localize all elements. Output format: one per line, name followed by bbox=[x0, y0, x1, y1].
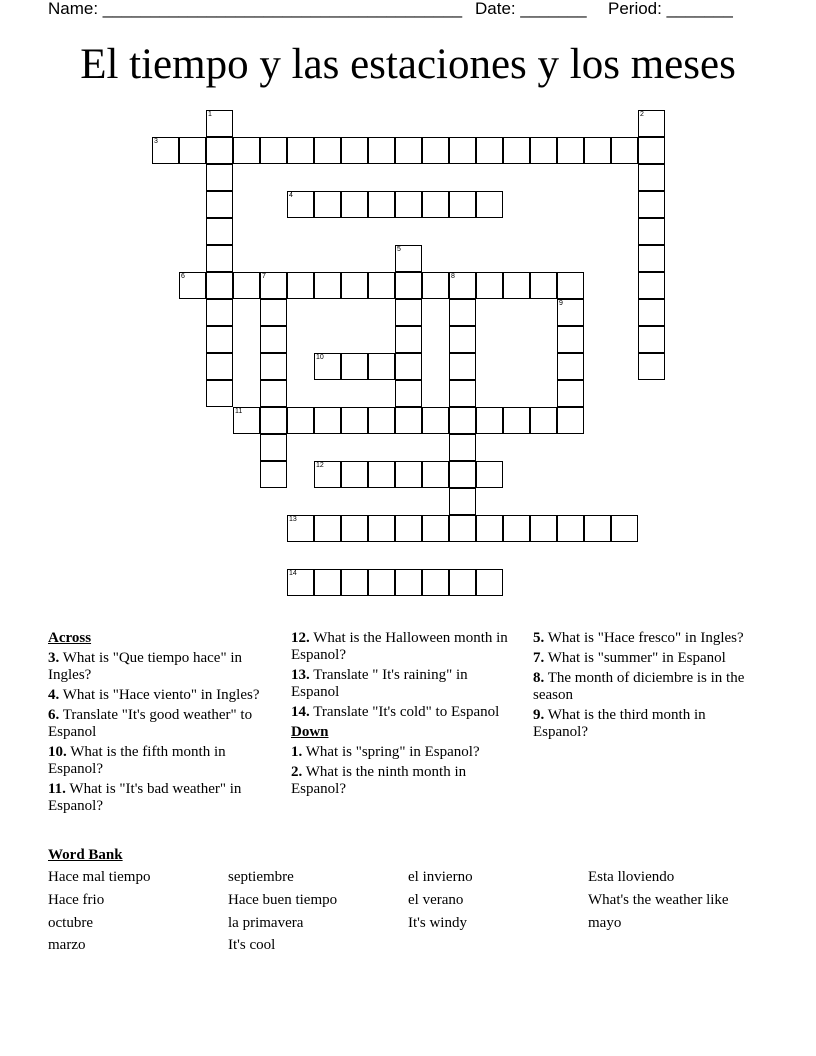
crossword-cell[interactable] bbox=[611, 515, 638, 542]
across-clue bbox=[48, 650, 273, 684]
clue-column-2 bbox=[291, 630, 516, 801]
crossword-cell[interactable] bbox=[395, 299, 422, 326]
crossword-cell[interactable] bbox=[395, 245, 422, 272]
crossword-cell[interactable] bbox=[395, 326, 422, 353]
crossword-cell[interactable] bbox=[260, 461, 287, 488]
down-heading: Down bbox=[291, 724, 329, 740]
crossword-cell[interactable] bbox=[341, 407, 368, 434]
crossword-cell[interactable] bbox=[584, 515, 611, 542]
crossword-cell[interactable] bbox=[503, 515, 530, 542]
across-heading: Across bbox=[48, 630, 92, 646]
crossword-cell[interactable] bbox=[530, 272, 557, 299]
crossword-cell[interactable] bbox=[476, 407, 503, 434]
crossword-cell[interactable] bbox=[449, 326, 476, 353]
date-field-label: Date: _______ bbox=[475, 0, 587, 18]
crossword-cell[interactable] bbox=[476, 461, 503, 488]
clue-text: What is "Hace fresco" in Ingles? bbox=[547, 630, 744, 646]
crossword-cell[interactable] bbox=[638, 110, 665, 137]
cell-number: 6 bbox=[181, 273, 185, 280]
name-field-label: Name: ______________________________________ bbox=[48, 0, 463, 18]
word-bank-word: What's the weather like bbox=[588, 892, 729, 908]
cell-number: 7 bbox=[262, 273, 266, 280]
word-bank-word: octubre bbox=[48, 915, 93, 931]
crossword-cell[interactable] bbox=[638, 245, 665, 272]
crossword-cell[interactable] bbox=[422, 515, 449, 542]
crossword-cell[interactable] bbox=[314, 515, 341, 542]
crossword-cell[interactable] bbox=[503, 137, 530, 164]
down-clue bbox=[533, 707, 758, 741]
clue-text: What is the fifth month in Espanol? bbox=[48, 744, 226, 777]
crossword-cell[interactable] bbox=[476, 569, 503, 596]
cell-number: 8 bbox=[451, 273, 455, 280]
crossword-cell[interactable] bbox=[206, 191, 233, 218]
clue-number: 11. bbox=[48, 781, 66, 797]
crossword-cell[interactable] bbox=[287, 191, 314, 218]
crossword-cell[interactable] bbox=[206, 353, 233, 380]
word-bank-word: Esta lloviendo bbox=[588, 869, 675, 885]
crossword-cell[interactable] bbox=[206, 137, 233, 164]
clue-text: The month of diciembre is in the season bbox=[533, 670, 745, 703]
clue-text: Translate " It's raining" in Espanol bbox=[291, 667, 468, 700]
crossword-cell[interactable] bbox=[287, 272, 314, 299]
cell-number: 3 bbox=[154, 138, 158, 145]
crossword-cell[interactable] bbox=[260, 353, 287, 380]
crossword-cell[interactable] bbox=[341, 272, 368, 299]
crossword-cell[interactable] bbox=[476, 137, 503, 164]
across-clue bbox=[291, 630, 516, 664]
crossword-cell[interactable] bbox=[341, 569, 368, 596]
word-bank-word: la primavera bbox=[228, 915, 304, 931]
crossword-cell[interactable] bbox=[638, 164, 665, 191]
crossword-cell[interactable] bbox=[368, 407, 395, 434]
crossword-cell[interactable] bbox=[557, 380, 584, 407]
clue-number: 2. bbox=[291, 764, 303, 780]
crossword-cell[interactable] bbox=[206, 164, 233, 191]
crossword-cell[interactable] bbox=[638, 191, 665, 218]
word-bank-word: marzo bbox=[48, 937, 86, 953]
crossword-cell[interactable] bbox=[314, 191, 341, 218]
clue-number: 14. bbox=[291, 704, 310, 720]
crossword-cell[interactable] bbox=[260, 434, 287, 461]
clue-number: 13. bbox=[291, 667, 310, 683]
clue-number: 1. bbox=[291, 744, 303, 760]
clue-text: What is the ninth month in Espanol? bbox=[291, 764, 467, 797]
clue-number: 9. bbox=[533, 707, 545, 723]
crossword-cell[interactable] bbox=[449, 407, 476, 434]
crossword-cell[interactable] bbox=[368, 461, 395, 488]
cell-number: 1 bbox=[208, 111, 212, 118]
across-clue bbox=[48, 781, 273, 815]
clue-text: What is "Que tiempo hace" in Ingles? bbox=[48, 650, 243, 683]
word-bank-word: mayo bbox=[588, 915, 622, 931]
down-clue bbox=[291, 744, 516, 761]
crossword-cell[interactable] bbox=[260, 326, 287, 353]
crossword-cell[interactable] bbox=[368, 515, 395, 542]
word-bank-word: el invierno bbox=[408, 869, 473, 885]
word-bank-word: Hace buen tiempo bbox=[228, 892, 338, 908]
crossword-cell[interactable] bbox=[368, 191, 395, 218]
crossword-cell[interactable] bbox=[557, 137, 584, 164]
crossword-cell[interactable] bbox=[395, 272, 422, 299]
crossword-cell[interactable] bbox=[206, 218, 233, 245]
crossword-cell[interactable] bbox=[557, 272, 584, 299]
crossword-cell[interactable] bbox=[449, 353, 476, 380]
word-bank-title: Word Bank bbox=[48, 847, 123, 863]
clue-number: 8. bbox=[533, 670, 545, 686]
cell-number: 9 bbox=[559, 300, 563, 307]
crossword-cell[interactable] bbox=[314, 353, 341, 380]
crossword-cell[interactable] bbox=[314, 569, 341, 596]
crossword-cell[interactable] bbox=[638, 353, 665, 380]
clue-number: 7. bbox=[533, 650, 545, 666]
word-bank-word: It's cool bbox=[228, 937, 276, 953]
crossword-cell[interactable] bbox=[395, 515, 422, 542]
down-clue bbox=[291, 764, 516, 798]
crossword-cell[interactable] bbox=[584, 137, 611, 164]
clue-text: What is "summer" in Espanol bbox=[547, 650, 726, 666]
clue-column-3 bbox=[533, 630, 758, 744]
down-clue bbox=[533, 670, 758, 704]
crossword-cell[interactable] bbox=[530, 515, 557, 542]
clue-number: 5. bbox=[533, 630, 545, 646]
crossword-cell[interactable] bbox=[422, 407, 449, 434]
period-field-label: Period: _______ bbox=[608, 0, 733, 18]
crossword-cell[interactable] bbox=[314, 407, 341, 434]
across-clue bbox=[48, 687, 273, 704]
crossword-cell[interactable] bbox=[530, 137, 557, 164]
crossword-cell[interactable] bbox=[341, 515, 368, 542]
clue-text: What is the third month in Espanol? bbox=[533, 707, 706, 740]
crossword-cell[interactable] bbox=[260, 407, 287, 434]
crossword-cell[interactable] bbox=[206, 272, 233, 299]
crossword-cell[interactable] bbox=[341, 353, 368, 380]
word-bank-word: Hace mal tiempo bbox=[48, 869, 151, 885]
crossword-cell[interactable] bbox=[476, 191, 503, 218]
across-clue bbox=[48, 744, 273, 778]
crossword-cell[interactable] bbox=[449, 137, 476, 164]
clue-number: 4. bbox=[48, 687, 60, 703]
clue-text: Translate "It's good weather" to Espanol bbox=[48, 707, 253, 740]
clue-text: What is the Halloween month in Espanol? bbox=[291, 630, 508, 663]
crossword-cell[interactable] bbox=[260, 272, 287, 299]
crossword-cell[interactable] bbox=[314, 461, 341, 488]
crossword-cell[interactable] bbox=[611, 137, 638, 164]
crossword-cell[interactable] bbox=[557, 407, 584, 434]
clue-text: Translate "It's cold" to Espanol bbox=[313, 704, 500, 720]
crossword-cell[interactable] bbox=[314, 272, 341, 299]
clue-number: 12. bbox=[291, 630, 310, 646]
crossword-cell[interactable] bbox=[233, 137, 260, 164]
crossword-cell[interactable] bbox=[449, 299, 476, 326]
crossword-cell[interactable] bbox=[395, 569, 422, 596]
crossword-cell[interactable] bbox=[260, 299, 287, 326]
crossword-cell[interactable] bbox=[287, 137, 314, 164]
clue-text: What is "It's bad weather" in Espanol? bbox=[48, 781, 242, 814]
word-bank-word: el verano bbox=[408, 892, 464, 908]
crossword-cell[interactable] bbox=[503, 272, 530, 299]
down-clue bbox=[533, 630, 758, 647]
crossword-cell[interactable] bbox=[395, 461, 422, 488]
across-clue bbox=[291, 667, 516, 701]
crossword-cell[interactable] bbox=[206, 245, 233, 272]
crossword-cell[interactable] bbox=[638, 272, 665, 299]
crossword-cell[interactable] bbox=[638, 218, 665, 245]
clue-number: 6. bbox=[48, 707, 60, 723]
crossword-cell[interactable] bbox=[449, 569, 476, 596]
crossword-cell[interactable] bbox=[206, 110, 233, 137]
crossword-cell[interactable] bbox=[395, 137, 422, 164]
crossword-cell[interactable] bbox=[395, 191, 422, 218]
crossword-cell[interactable] bbox=[206, 299, 233, 326]
crossword-cell[interactable] bbox=[557, 299, 584, 326]
crossword-cell[interactable] bbox=[476, 272, 503, 299]
clue-text: What is "Hace viento" in Ingles? bbox=[62, 687, 260, 703]
crossword-cell[interactable] bbox=[368, 272, 395, 299]
crossword-cell[interactable] bbox=[557, 326, 584, 353]
word-bank bbox=[48, 846, 768, 964]
crossword-cell[interactable] bbox=[260, 380, 287, 407]
crossword-cell[interactable] bbox=[422, 137, 449, 164]
crossword-cell[interactable] bbox=[449, 380, 476, 407]
crossword-cell[interactable] bbox=[395, 380, 422, 407]
across-clue bbox=[291, 704, 516, 721]
clue-column-1 bbox=[48, 630, 273, 818]
clue-text: What is "spring" in Espanol? bbox=[305, 744, 480, 760]
cell-number: 11 bbox=[235, 408, 243, 415]
crossword-cell[interactable] bbox=[287, 407, 314, 434]
cell-number: 12 bbox=[316, 462, 324, 469]
cell-number: 13 bbox=[289, 516, 297, 523]
cell-number: 5 bbox=[397, 246, 401, 253]
crossword-cell[interactable] bbox=[557, 515, 584, 542]
clue-number: 3. bbox=[48, 650, 60, 666]
crossword-cell[interactable] bbox=[206, 380, 233, 407]
crossword-cell[interactable] bbox=[395, 407, 422, 434]
crossword-cell[interactable] bbox=[206, 326, 233, 353]
crossword-cell[interactable] bbox=[341, 461, 368, 488]
cell-number: 4 bbox=[289, 192, 293, 199]
word-bank-word: Hace frio bbox=[48, 892, 105, 908]
crossword-cell[interactable] bbox=[341, 137, 368, 164]
crossword-cell[interactable] bbox=[260, 137, 287, 164]
crossword-cell[interactable] bbox=[341, 191, 368, 218]
down-clue bbox=[533, 650, 758, 667]
crossword-cell[interactable] bbox=[233, 407, 260, 434]
clue-number: 10. bbox=[48, 744, 67, 760]
crossword-cell[interactable] bbox=[557, 353, 584, 380]
crossword-cell[interactable] bbox=[233, 272, 260, 299]
crossword-cell[interactable] bbox=[449, 515, 476, 542]
crossword-cell[interactable] bbox=[368, 569, 395, 596]
crossword-cell[interactable] bbox=[476, 515, 503, 542]
crossword-cell[interactable] bbox=[422, 569, 449, 596]
page-title: El tiempo y las estaciones y los meses bbox=[80, 41, 736, 88]
crossword-cell[interactable] bbox=[449, 434, 476, 461]
crossword-cell[interactable] bbox=[395, 353, 422, 380]
crossword-cell[interactable] bbox=[449, 488, 476, 515]
cell-number: 10 bbox=[316, 354, 324, 361]
crossword-cell[interactable] bbox=[287, 515, 314, 542]
crossword-cell[interactable] bbox=[638, 326, 665, 353]
word-bank-word: septiembre bbox=[228, 869, 294, 885]
crossword-cell[interactable] bbox=[638, 137, 665, 164]
crossword-cell[interactable] bbox=[530, 407, 557, 434]
crossword-cell[interactable] bbox=[179, 272, 206, 299]
crossword-cell[interactable] bbox=[422, 461, 449, 488]
crossword-cell[interactable] bbox=[179, 137, 206, 164]
crossword-cell[interactable] bbox=[422, 272, 449, 299]
crossword-cell[interactable] bbox=[449, 191, 476, 218]
cell-number: 14 bbox=[289, 570, 297, 577]
across-clue bbox=[48, 707, 273, 741]
crossword-cell[interactable] bbox=[314, 137, 341, 164]
crossword-cell[interactable] bbox=[638, 299, 665, 326]
crossword-cell[interactable] bbox=[449, 272, 476, 299]
crossword-cell[interactable] bbox=[503, 407, 530, 434]
crossword-cell[interactable] bbox=[368, 353, 395, 380]
crossword-cell[interactable] bbox=[368, 137, 395, 164]
cell-number: 2 bbox=[640, 111, 644, 118]
crossword-cell[interactable] bbox=[422, 191, 449, 218]
word-bank-word: It's windy bbox=[408, 915, 467, 931]
crossword-cell[interactable] bbox=[449, 461, 476, 488]
word-bank-list bbox=[48, 864, 768, 964]
crossword-cell[interactable] bbox=[287, 569, 314, 596]
crossword-cell[interactable] bbox=[152, 137, 179, 164]
